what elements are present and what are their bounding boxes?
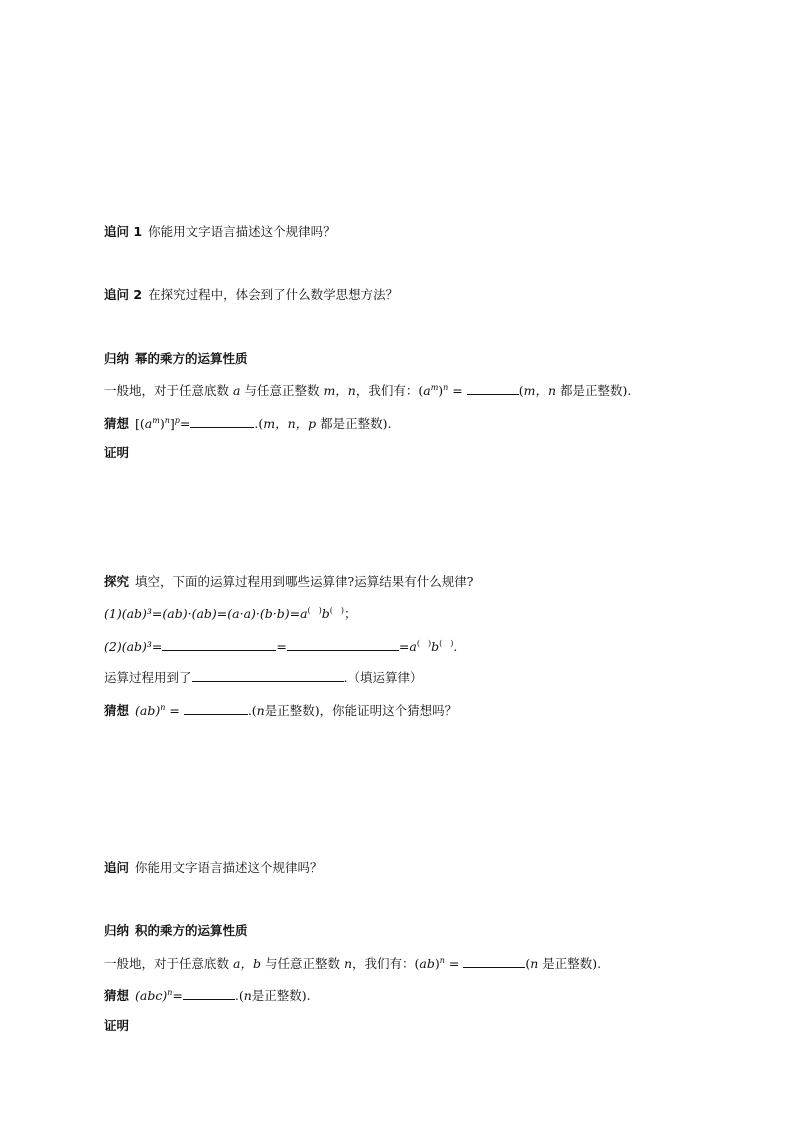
answer-blank[interactable] (184, 702, 248, 715)
punctuation: . (453, 639, 458, 654)
explore-label: 探究 (104, 574, 130, 589)
expression: (ab) (135, 703, 161, 718)
rule-text: 一般地，对于任意底数 (104, 956, 230, 971)
var-ab: a，b (233, 956, 261, 971)
var-n: n (256, 703, 265, 718)
answer-blank[interactable] (463, 955, 525, 968)
summary-power-of-power-heading (104, 351, 248, 367)
exp-blank[interactable]: ( ) (416, 638, 432, 648)
exp-blank[interactable]: ( ) (329, 605, 345, 615)
equals: = (276, 639, 287, 654)
follow-up-label: 追问 1 (104, 224, 143, 239)
var-b: b (321, 606, 330, 621)
laws-used-line (104, 669, 423, 686)
var-mn: m，n (323, 383, 356, 398)
summary-title: 幂的乘方的运算性质 (135, 351, 248, 366)
answer-blank[interactable] (467, 382, 519, 395)
exp-m: m (152, 415, 160, 425)
exp-p: p (174, 415, 180, 425)
proof-label-1: 证明 (104, 445, 130, 460)
bracket-open: [( (135, 416, 145, 431)
laws-text: 运算过程用到了 (104, 670, 192, 685)
var-mn: m，n (523, 383, 557, 398)
exp-n: n (164, 415, 170, 425)
laws-tail: .（填运算律） (343, 670, 423, 685)
rule-text: 与任意正整数 (244, 383, 320, 398)
exp-n: n (167, 987, 173, 997)
rule-power-of-product: 一般地，对于任意底数 a，b 与任意正整数 n，我们有：(ab)$^n$ = (n 是正整数). (104, 955, 602, 971)
expression: (abc) (135, 988, 168, 1003)
paren: .( (234, 988, 244, 1003)
var-mnp: m，n，p (263, 416, 317, 431)
rule-text: 是正整数). (542, 956, 602, 971)
paren: ( (518, 383, 524, 398)
conjecture-text: 是正整数). (251, 988, 311, 1003)
exp-n: n (443, 382, 449, 392)
summary-power-of-product-heading (104, 923, 248, 939)
follow-up-question-3 (104, 860, 323, 876)
exp-n: n (439, 955, 445, 965)
var-n: n (530, 956, 539, 971)
step-expression: (1)(ab)³=(ab)·(ab)=(a·a)·(b·b)=a (104, 606, 308, 621)
follow-up-label: 追问 2 (104, 287, 143, 302)
paren: .( (247, 703, 257, 718)
exp-m: m (430, 382, 439, 392)
paren: ( (525, 956, 531, 971)
rule-text: ，我们有：( (352, 956, 420, 971)
answer-blank[interactable] (190, 415, 254, 428)
answer-blank[interactable] (192, 669, 344, 682)
var-n: n (243, 988, 252, 1003)
conjecture-1: 猜想 $[(a^m)^n]^p= .(m$，n，p 都是正整数). (104, 415, 392, 431)
equals: = (179, 416, 191, 431)
step-expression: =a (398, 639, 417, 654)
step-expression: (2)(ab)³= (104, 639, 163, 654)
conjecture-label: 猜想 (104, 416, 130, 431)
exp-blank[interactable]: ( ) (307, 605, 322, 615)
explore-step-1 (104, 606, 357, 622)
rule-text: 都是正整数). (560, 383, 632, 398)
rule-text: 与任意正整数 (264, 956, 340, 971)
equals: = (165, 703, 184, 718)
base-ab: ab (419, 956, 435, 971)
summary-title: 积的乘方的运算性质 (135, 923, 248, 938)
rule-text: 都是正整数). (320, 416, 392, 431)
explore-section (104, 574, 473, 590)
explore-step-2 (104, 638, 457, 655)
conjecture-2 (104, 702, 457, 719)
exp-blank[interactable]: ( ) (439, 638, 454, 648)
summary-label: 归纳 (104, 351, 130, 366)
conjecture-label: 猜想 (104, 988, 130, 1003)
var-b: b (431, 639, 440, 654)
answer-blank[interactable] (287, 638, 399, 651)
equals: = (448, 383, 463, 398)
follow-up-question-1 (104, 224, 336, 240)
follow-up-text: 你能用文字语言描述这个规律吗？ (135, 860, 323, 875)
equals: = (172, 988, 183, 1003)
var-n: n (343, 956, 353, 971)
follow-up-question-2 (104, 287, 398, 303)
rule-text: 一般地，对于任意底数 (104, 383, 230, 398)
exp-n: n (160, 702, 166, 712)
conjecture-3 (104, 987, 311, 1004)
equals: = (444, 956, 460, 971)
paren: .( (254, 416, 264, 431)
conjecture-label: 猜想 (104, 703, 130, 718)
rule-text: ，我们有：( (355, 383, 424, 398)
proof-label-2: 证明 (104, 1018, 130, 1033)
follow-up-label: 追问 (104, 860, 130, 875)
follow-up-text: 在探究过程中，体会到了什么数学思想方法？ (148, 287, 399, 302)
explore-text: 填空，下面的运算过程用到哪些运算律?运算结果有什么规律? (135, 574, 474, 589)
summary-label: 归纳 (104, 923, 130, 938)
punctuation: ； (344, 606, 357, 621)
answer-blank[interactable] (162, 638, 276, 651)
conjecture-text: 是正整数)，你能证明这个猜想吗？ (264, 703, 458, 718)
follow-up-text: 你能用文字语言描述这个规律吗？ (148, 224, 336, 239)
answer-blank[interactable] (183, 987, 235, 1000)
rule-power-of-power: 一般地，对于任意底数 a 与任意正整数 m，n，我们有：$(a^m)^n = (m$，n 都是正整数). (104, 382, 632, 398)
var-a: a (233, 383, 241, 398)
